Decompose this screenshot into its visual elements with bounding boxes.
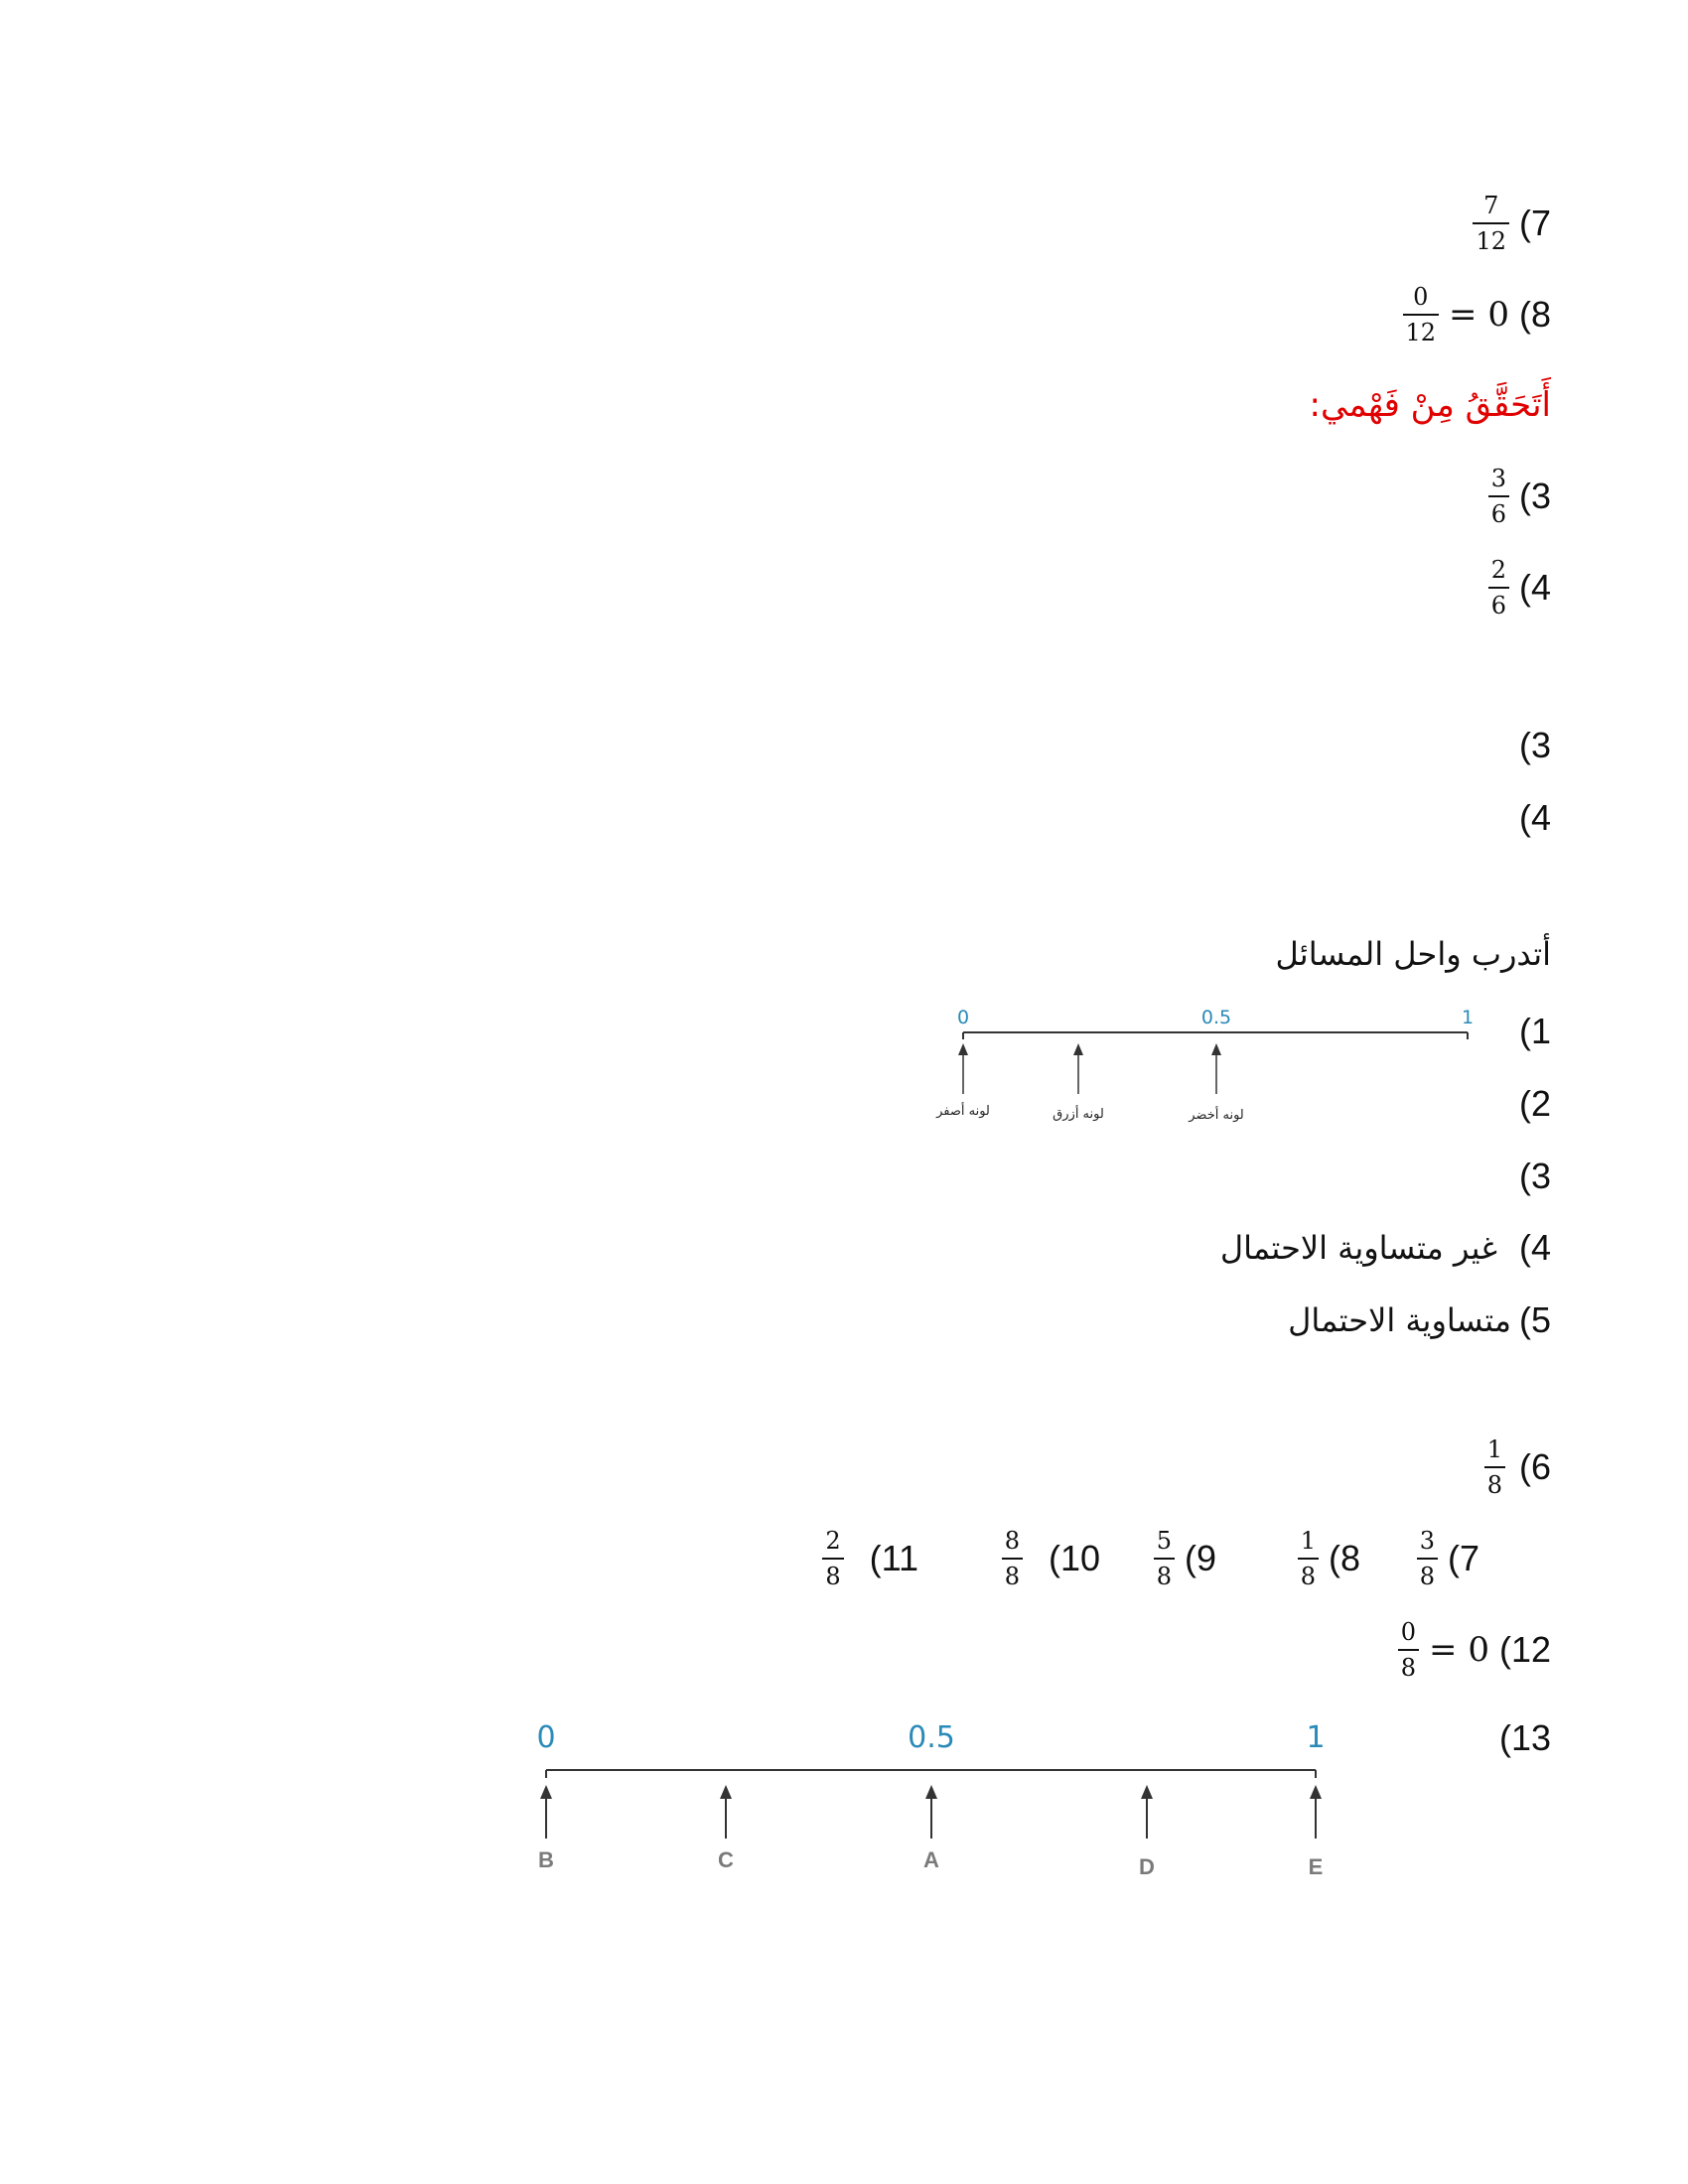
fraction: $\frac{5}{8}$ bbox=[1154, 1529, 1175, 1588]
equals-zero: = 0 bbox=[1449, 295, 1509, 335]
item-number: (7 bbox=[1447, 1538, 1479, 1578]
item-number: (8 bbox=[1518, 294, 1551, 335]
fraction: $\frac{8}{8}$ bbox=[1002, 1529, 1023, 1588]
fraction: $\frac{2}{8}$ bbox=[822, 1529, 843, 1588]
answer-item-7 bbox=[1463, 194, 1551, 253]
point-label-a: A bbox=[923, 1847, 939, 1872]
practice-item-7 bbox=[1407, 1529, 1479, 1588]
tick-label: 0.5 bbox=[1200, 1007, 1232, 1028]
point-label-d: D bbox=[1139, 1854, 1155, 1879]
item-number: (4 bbox=[1518, 1227, 1551, 1268]
item-number: (9 bbox=[1184, 1538, 1216, 1578]
fraction: $\frac{2}{6}$ bbox=[1488, 558, 1509, 617]
equals-zero: = 0 bbox=[1429, 1630, 1489, 1670]
practice-heading: أتدرب واحل المسائل bbox=[1275, 935, 1551, 973]
check-item-4 bbox=[1478, 558, 1551, 617]
check-item-3 bbox=[1478, 467, 1551, 526]
fraction: $\frac{3}{6}$ bbox=[1488, 467, 1509, 526]
item-number: (7 bbox=[1518, 203, 1551, 243]
arrow-label: لونه أزرق bbox=[1053, 1107, 1104, 1122]
practice-item-3: (3 bbox=[1518, 1156, 1551, 1196]
point-label-b: B bbox=[538, 1847, 554, 1872]
check-item-3b: (3 bbox=[1518, 725, 1551, 765]
practice-item-12 bbox=[1388, 1620, 1551, 1680]
arrow bbox=[1310, 1785, 1322, 1839]
number-line-letters bbox=[516, 1717, 1331, 1886]
practice-item-9 bbox=[1144, 1529, 1216, 1588]
arrow bbox=[925, 1785, 937, 1839]
item-number: (4 bbox=[1518, 567, 1551, 608]
arrow bbox=[720, 1785, 732, 1839]
practice-item-2: (2 bbox=[1518, 1083, 1551, 1124]
tick-label: 1 bbox=[1306, 1720, 1326, 1755]
item-number: (3 bbox=[1518, 476, 1551, 516]
item-number: (8 bbox=[1328, 1538, 1360, 1578]
answer-text: متساوية الاحتمال bbox=[1288, 1301, 1511, 1339]
tick-label: 0.5 bbox=[908, 1720, 955, 1755]
fraction: $\frac{3}{8}$ bbox=[1417, 1529, 1438, 1588]
arrow-label: لونه أصفر bbox=[936, 1104, 990, 1119]
practice-item-10 bbox=[992, 1529, 1100, 1588]
item-number: (12 bbox=[1498, 1629, 1551, 1670]
fraction: $\frac{0}{8}$ bbox=[1398, 1620, 1419, 1680]
fraction: $\frac{1}{8}$ bbox=[1298, 1529, 1319, 1588]
fraction: $\frac{0}{12}$ bbox=[1403, 285, 1440, 344]
practice-item-4 bbox=[1220, 1227, 1551, 1269]
check-item-4b: (4 bbox=[1518, 797, 1551, 838]
fraction: $\frac{7}{12}$ bbox=[1473, 194, 1509, 253]
arrow bbox=[958, 1043, 968, 1094]
arrow-label: لونه أخضر bbox=[1189, 1108, 1244, 1123]
point-label-c: C bbox=[718, 1847, 734, 1872]
tick-label: 1 bbox=[1461, 1007, 1475, 1028]
practice-item-8 bbox=[1288, 1529, 1360, 1588]
item-number: (10 bbox=[1048, 1538, 1100, 1578]
arrow bbox=[1073, 1043, 1083, 1094]
practice-item-11 bbox=[812, 1529, 918, 1588]
answer-item-8 bbox=[1393, 285, 1552, 344]
answer-text: غير متساوية الاحتمال bbox=[1219, 1229, 1497, 1267]
number-line-colors bbox=[923, 998, 1479, 1142]
practice-item-13: (13 bbox=[1498, 1717, 1551, 1758]
item-number: (5 bbox=[1518, 1299, 1551, 1340]
item-number: (11 bbox=[869, 1538, 918, 1578]
check-understanding-heading: أَتَحَقَّقُ مِنْ فَهْمي: bbox=[1309, 385, 1551, 425]
arrow bbox=[1211, 1043, 1221, 1094]
point-label-e: E bbox=[1308, 1854, 1324, 1879]
arrow bbox=[540, 1785, 552, 1839]
practice-item-5 bbox=[1288, 1299, 1551, 1341]
fraction: $\frac{1}{8}$ bbox=[1484, 1437, 1505, 1497]
item-number: (6 bbox=[1518, 1446, 1551, 1487]
practice-item-1: (1 bbox=[1518, 1011, 1551, 1051]
tick-label: 0 bbox=[956, 1007, 970, 1028]
tick-label: 0 bbox=[536, 1720, 556, 1755]
arrow bbox=[1141, 1785, 1153, 1839]
practice-item-6 bbox=[1475, 1437, 1551, 1497]
